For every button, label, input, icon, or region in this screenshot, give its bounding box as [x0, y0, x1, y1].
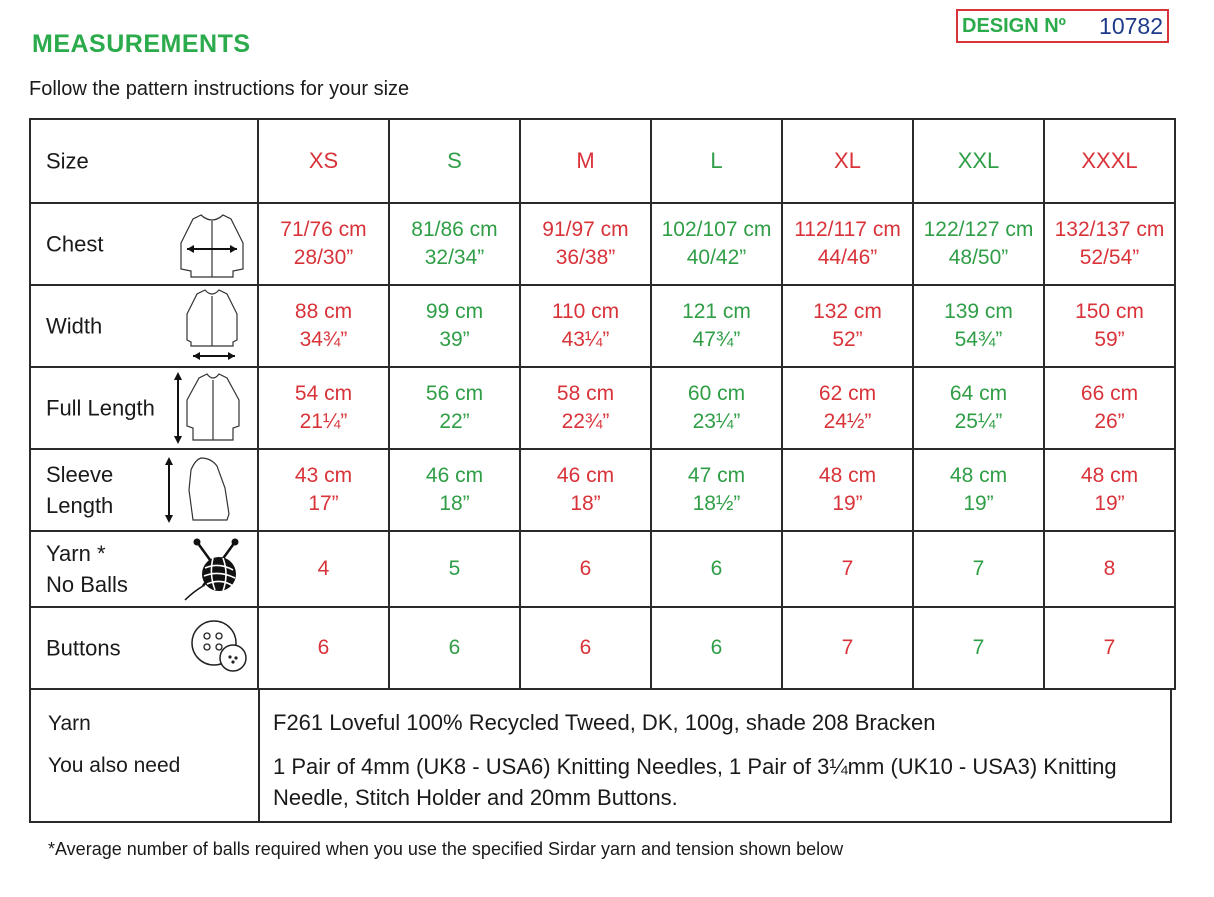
value-inches: 44/46” [817, 246, 878, 269]
measurement-row [30, 531, 1175, 607]
size-heading: XL [782, 119, 913, 203]
intro-text: Follow the pattern instructions for your size [29, 78, 410, 100]
row-label-cell [30, 607, 258, 689]
measurement-row [30, 449, 1175, 531]
row-label: Width [46, 313, 103, 339]
value-primary: 7 [972, 557, 985, 580]
value-primary: 81/86 cm [411, 218, 498, 241]
value-primary: 47 cm [687, 464, 746, 487]
measurement-row [30, 203, 1175, 285]
measurement-cell [258, 285, 389, 367]
measurement-cell [389, 367, 520, 449]
value-primary: 88 cm [294, 300, 353, 323]
value-primary: 4 [317, 557, 330, 580]
measurement-cell [782, 607, 913, 689]
measurement-cell [1044, 607, 1175, 689]
value-inches: 21¼” [299, 410, 348, 433]
design-label: DESIGN Nº [962, 14, 1066, 37]
measurement-cell [258, 607, 389, 689]
size-heading: L [651, 119, 782, 203]
row-label-cell [30, 367, 258, 449]
footnote: *Average number of balls required when you use the specified Sirdar yarn and tension shown below [48, 839, 844, 859]
value-primary: 110 cm [551, 300, 620, 323]
measurement-cell [520, 449, 651, 531]
size-heading: XS [258, 119, 389, 203]
value-inches: 19” [1094, 492, 1125, 515]
value-primary: 6 [579, 557, 592, 580]
measurement-cell [913, 203, 1044, 285]
value-primary: 99 cm [425, 300, 484, 323]
materials-panel [29, 690, 1172, 823]
measurement-cell [651, 203, 782, 285]
measurement-cell [782, 531, 913, 607]
measurement-cell [1044, 367, 1175, 449]
value-primary: 56 cm [425, 382, 484, 405]
value-primary: 6 [317, 636, 330, 659]
size-heading: M [520, 119, 651, 203]
measurement-cell [389, 531, 520, 607]
row-label-cell [30, 531, 258, 607]
measurement-cell [1044, 285, 1175, 367]
value-inches: 43¼” [561, 328, 610, 351]
value-inches: 40/42” [686, 246, 747, 269]
value-inches: 59” [1094, 328, 1125, 351]
value-inches: 23¼” [692, 410, 741, 433]
measurement-cell [520, 203, 651, 285]
value-inches: 28/30” [293, 246, 354, 269]
value-inches: 18½” [692, 492, 741, 515]
measurement-cell [389, 285, 520, 367]
value-primary: 112/117 cm [794, 218, 901, 241]
value-inches: 22” [439, 410, 470, 433]
measurement-cell [913, 607, 1044, 689]
design-number-box [956, 9, 1169, 43]
value-inches: 18” [570, 492, 601, 515]
value-primary: 6 [710, 636, 723, 659]
value-primary: 48 cm [818, 464, 877, 487]
value-primary: 7 [841, 557, 854, 580]
row-label: Chest [46, 231, 104, 257]
measurement-cell [520, 367, 651, 449]
value-primary: 7 [972, 636, 985, 659]
size-label-cell [30, 119, 258, 203]
measurement-cell [782, 367, 913, 449]
value-primary: 71/76 cm [280, 218, 367, 241]
value-primary: 139 cm [944, 300, 1013, 323]
measurement-cell [520, 285, 651, 367]
value-inches: 24½” [823, 410, 872, 433]
measurement-cell [651, 449, 782, 531]
measurement-cell [1044, 449, 1175, 531]
yarn-value: F261 Loveful 100% Recycled Tweed, DK, 100g, shade 208 Bracken [273, 710, 936, 735]
value-inches: 48/50” [948, 246, 1009, 269]
value-primary: 150 cm [1075, 300, 1144, 323]
size-heading: XXL [913, 119, 1044, 203]
measurement-cell [389, 449, 520, 531]
measurement-cell [389, 607, 520, 689]
value-primary: 122/127 cm [923, 218, 1034, 241]
measurement-cell [258, 203, 389, 285]
measurement-cell [520, 607, 651, 689]
measurement-cell [1044, 531, 1175, 607]
measurement-cell [258, 531, 389, 607]
materials-divider [258, 690, 260, 821]
value-inches: 18” [439, 492, 470, 515]
value-primary: 7 [841, 636, 854, 659]
row-label: Full Length [46, 395, 155, 421]
value-primary: 132/137 cm [1054, 218, 1165, 241]
value-inches: 52” [832, 328, 863, 351]
value-primary: 62 cm [818, 382, 877, 405]
measurement-cell [782, 449, 913, 531]
value-primary: 48 cm [949, 464, 1008, 487]
measurement-cell [782, 285, 913, 367]
value-inches: 54¾” [954, 328, 1003, 351]
value-inches: 19” [832, 492, 863, 515]
measurement-row [30, 367, 1175, 449]
value-primary: 121 cm [682, 300, 751, 323]
value-inches: 39” [439, 328, 470, 351]
row-label-cell [30, 449, 258, 531]
value-primary: 132 cm [813, 300, 882, 323]
value-primary: 91/97 cm [542, 218, 629, 241]
value-primary: 102/107 cm [661, 218, 772, 241]
value-primary: 7 [1103, 636, 1116, 659]
value-primary: 5 [448, 557, 461, 580]
value-inches: 34¾” [299, 328, 348, 351]
measurement-cell [389, 203, 520, 285]
value-inches: 22¾” [561, 410, 610, 433]
measurement-cell [913, 531, 1044, 607]
yarn-label: Yarn [48, 712, 91, 735]
measurement-cell [1044, 203, 1175, 285]
value-primary: 58 cm [556, 382, 615, 405]
row-label-cell [30, 285, 258, 367]
measurement-cell [782, 203, 913, 285]
measurement-cell [651, 607, 782, 689]
measurement-cell [913, 367, 1044, 449]
value-primary: 46 cm [556, 464, 615, 487]
measurement-cell [913, 285, 1044, 367]
measurement-row [30, 607, 1175, 689]
measurement-cell [651, 367, 782, 449]
measurement-cell [258, 367, 389, 449]
value-primary: 6 [448, 636, 461, 659]
measurement-cell [913, 449, 1044, 531]
size-heading: S [389, 119, 520, 203]
measurements-table [29, 118, 1176, 690]
value-inches: 19” [963, 492, 994, 515]
value-inches: 32/34” [424, 246, 485, 269]
value-primary: 8 [1103, 557, 1116, 580]
value-primary: 6 [579, 636, 592, 659]
value-inches: 36/38” [555, 246, 616, 269]
value-inches: 17” [308, 492, 339, 515]
size-heading: XXXL [1044, 119, 1175, 203]
row-label: Sleeve Length [46, 462, 114, 518]
value-primary: 6 [710, 557, 723, 580]
value-primary: 48 cm [1080, 464, 1139, 487]
also-need-label: You also need [48, 754, 181, 777]
measurement-cell [258, 449, 389, 531]
measurement-row [30, 285, 1175, 367]
page-title: MEASUREMENTS [32, 30, 251, 58]
value-inches: 25¼” [954, 410, 1003, 433]
value-primary: 60 cm [687, 382, 746, 405]
value-primary: 66 cm [1080, 382, 1139, 405]
measurement-cell [520, 531, 651, 607]
value-inches: 26” [1094, 410, 1125, 433]
value-primary: 54 cm [294, 382, 353, 405]
measurement-cell [651, 285, 782, 367]
row-label: Yarn * No Balls [46, 541, 128, 597]
value-inches: 52/54” [1079, 246, 1140, 269]
value-inches: 47¾” [692, 328, 741, 351]
value-primary: 64 cm [949, 382, 1008, 405]
design-number: 10782 [1099, 12, 1163, 39]
value-primary: 43 cm [294, 464, 353, 487]
size-header-row [30, 119, 1175, 203]
value-primary: 46 cm [425, 464, 484, 487]
size-label: Size [46, 148, 89, 174]
measurement-cell [651, 531, 782, 607]
row-label: Buttons [46, 635, 121, 661]
also-need-value: 1 Pair of 4mm (UK8 - USA6) Knitting Needles, 1 Pair of 3¼mm (UK10 - USA3) Knitting Needle, Stitch Holder and 20mm Buttons. [273, 754, 1117, 810]
row-label-cell [30, 203, 258, 285]
